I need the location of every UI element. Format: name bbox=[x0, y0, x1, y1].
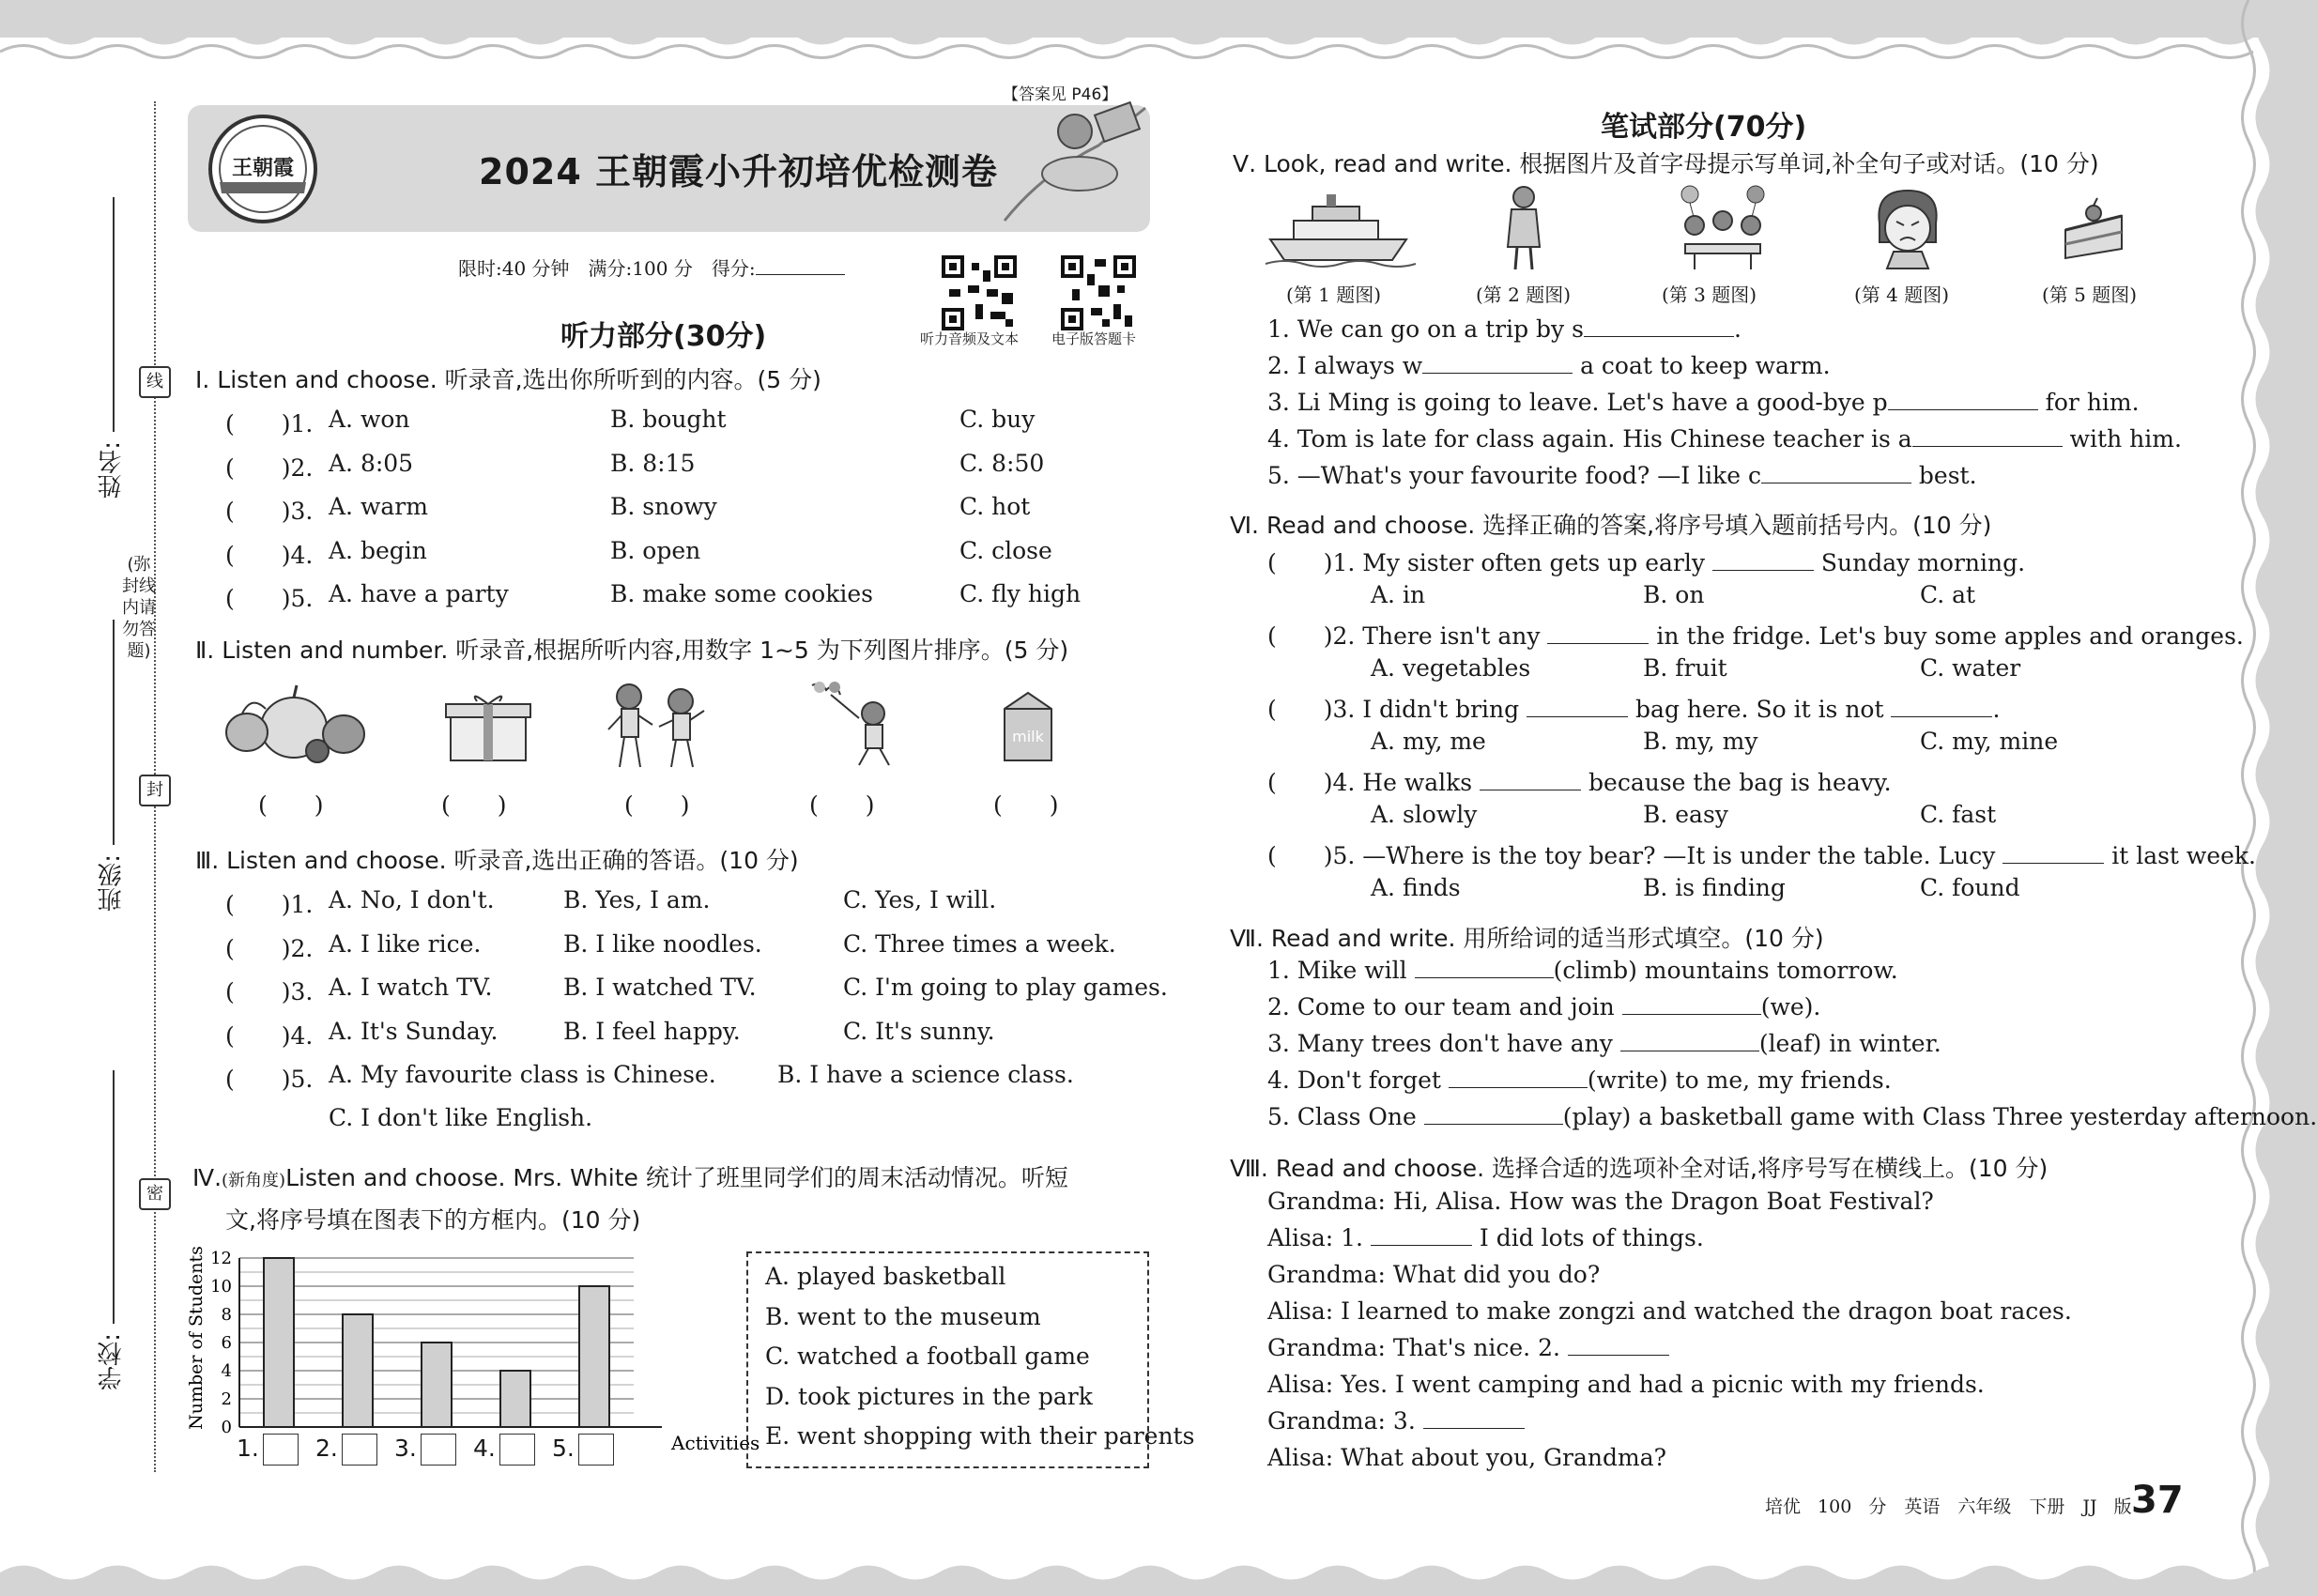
q7-title: Ⅶ. Read and write. 用所给词的适当形式填空。(10 分) bbox=[1230, 925, 1824, 952]
qr-code-audio[interactable] bbox=[942, 255, 1017, 330]
q7-answer-blank[interactable] bbox=[1622, 1014, 1761, 1015]
q2-answer-bracket[interactable]: ( ) bbox=[993, 791, 1059, 819]
children-playing-picture bbox=[601, 678, 714, 772]
q6-stem-text: Sunday morning. bbox=[1813, 549, 2026, 576]
q3-option-a[interactable]: A. I watch TV. bbox=[329, 974, 493, 1001]
q8-line-text: Alisa: I learned to make zongzi and watched the dragon boat races. bbox=[1267, 1297, 2072, 1325]
q6-stem-text: ( )2. There isn't any bbox=[1267, 622, 1548, 650]
q5-item-text-end: best. bbox=[1910, 462, 1977, 489]
q1-item-number[interactable]: ( )4. bbox=[225, 541, 314, 569]
chart-answer-label: 2. bbox=[315, 1435, 338, 1462]
q4-option: D. took pictures in the park bbox=[765, 1382, 1093, 1410]
q6-stem-text: ( )1. My sister often gets up early bbox=[1267, 549, 1712, 576]
q8-dialogue-line bbox=[1267, 1444, 1666, 1471]
chart-answer-box[interactable] bbox=[421, 1434, 456, 1466]
q3-option-b[interactable]: B. Yes, I am. bbox=[563, 886, 711, 913]
q6-stem-text: . bbox=[1992, 696, 2001, 723]
chart-answer-label: 4. bbox=[473, 1435, 496, 1462]
q6-option-a[interactable]: A. my, me bbox=[1371, 728, 1486, 755]
q6-option-b[interactable]: B. easy bbox=[1643, 801, 1728, 828]
q6-option-c[interactable]: C. my, mine bbox=[1920, 728, 2059, 755]
chart-answer-label: 1. bbox=[237, 1435, 259, 1462]
q8-dialogue-line bbox=[1267, 1188, 1934, 1215]
reading-character-illustration bbox=[986, 89, 1155, 230]
chart-y-tick-label: 12 bbox=[210, 1249, 232, 1268]
q6-item-stem[interactable] bbox=[1267, 618, 2244, 652]
q6-stem-text: ( )3. I didn't bring bbox=[1267, 696, 1527, 723]
q8-dialogue-line bbox=[1267, 1371, 1985, 1398]
q5-picture-caption: (第 4 题图) bbox=[1854, 284, 1950, 306]
q6-stem-text: ( )4. He walks bbox=[1267, 769, 1481, 796]
q7-item bbox=[1267, 957, 1898, 984]
q6-title: Ⅵ. Read and choose. 选择正确的答案,将序号填入题前括号内。(10 分) bbox=[1230, 512, 1992, 539]
q6-stem-text: because the bag is heavy. bbox=[1581, 769, 1892, 796]
q3-option-a[interactable]: A. No, I don't. bbox=[329, 886, 495, 913]
q6-option-a[interactable]: A. vegetables bbox=[1371, 654, 1531, 682]
q6-item-stem[interactable] bbox=[1267, 545, 2025, 578]
milk-carton-picture bbox=[990, 685, 1066, 765]
logo-text: 王朝霞 bbox=[231, 157, 295, 180]
q2-answer-bracket[interactable]: ( ) bbox=[441, 791, 507, 819]
q1-item-number[interactable]: ( )1. bbox=[225, 410, 314, 437]
q3-option-a[interactable]: A. I like rice. bbox=[329, 929, 482, 958]
q4-option: B. went to the museum bbox=[765, 1302, 1041, 1330]
wavy-bottom-border bbox=[0, 1540, 2300, 1596]
q2-answer-bracket[interactable]: ( ) bbox=[809, 791, 875, 819]
q1-option-b[interactable]: B. open bbox=[610, 536, 701, 564]
q3-option-a[interactable]: A. It's Sunday. bbox=[329, 1017, 499, 1045]
chart-y-tick-label: 8 bbox=[221, 1305, 232, 1325]
seal-mark-feng: 封 bbox=[139, 775, 171, 806]
q8-dialogue-line bbox=[1267, 1407, 1525, 1435]
q6-option-b[interactable]: B. is finding bbox=[1643, 874, 1786, 901]
q8-answer-blank[interactable] bbox=[1568, 1355, 1669, 1356]
q8-dialogue-line bbox=[1267, 1297, 2072, 1325]
qr-caption-answer-card: 电子版答题卡 bbox=[1051, 330, 1137, 347]
q5-item bbox=[1267, 425, 2182, 453]
school-field[interactable] bbox=[113, 1070, 115, 1324]
q5-picture-caption: (第 3 题图) bbox=[1662, 284, 1757, 306]
q6-item-stem[interactable] bbox=[1267, 837, 2256, 871]
q5-item-text-end: for him. bbox=[2037, 389, 2140, 416]
chart-answer-box[interactable] bbox=[263, 1434, 299, 1466]
party-picture bbox=[1671, 183, 1774, 272]
chart-bar-4 bbox=[500, 1371, 530, 1427]
chart-bar-2 bbox=[343, 1314, 373, 1427]
q6-option-c[interactable]: C. water bbox=[1920, 654, 2021, 682]
q8-line-text: Grandma: That's nice. 2. bbox=[1267, 1334, 1568, 1361]
q7-answer-blank[interactable] bbox=[1424, 1124, 1563, 1125]
q7-answer-blank[interactable] bbox=[1449, 1087, 1588, 1088]
chart-y-tick-label: 4 bbox=[221, 1361, 232, 1381]
q1-option-c[interactable]: C. hot bbox=[959, 493, 1031, 520]
q5-picture-caption: (第 1 题图) bbox=[1286, 284, 1382, 306]
q5-item bbox=[1267, 462, 1977, 489]
chart-answer-slot bbox=[394, 1434, 456, 1466]
q1-option-c[interactable]: C. buy bbox=[959, 406, 1036, 433]
chart-y-tick-label: 0 bbox=[221, 1418, 232, 1437]
q7-item bbox=[1267, 1067, 1892, 1094]
q8-line-text: Grandma: What did you do? bbox=[1267, 1261, 1601, 1288]
q7-item-text: 2. Come to our team and join bbox=[1267, 993, 1622, 1021]
q6-option-c[interactable]: C. found bbox=[1920, 874, 2020, 901]
q1-option-c[interactable]: C. fly high bbox=[959, 580, 1082, 607]
q3-option-c[interactable]: C. Yes, I will. bbox=[843, 886, 997, 913]
q6-answer-blank-2[interactable] bbox=[1891, 716, 1992, 717]
q7-item bbox=[1267, 1030, 1941, 1057]
wavy-top-border bbox=[0, 0, 2300, 84]
cake-picture bbox=[2056, 192, 2131, 263]
girl-in-coat-picture bbox=[1500, 183, 1547, 272]
q4-option: A. played basketball bbox=[765, 1263, 1006, 1290]
q6-answer-blank[interactable] bbox=[1712, 570, 1814, 571]
q7-item-text-end: (climb) mountains tomorrow. bbox=[1553, 957, 1898, 984]
chart-answer-slot bbox=[237, 1434, 299, 1466]
q8-answer-blank[interactable] bbox=[1371, 1245, 1472, 1246]
q5-item-text: 4. Tom is late for class again. His Chinese teacher is a bbox=[1267, 425, 1912, 453]
q7-item-text: 1. Mike will bbox=[1267, 957, 1415, 984]
q3-option-c[interactable]: C. It's sunny. bbox=[843, 1017, 995, 1045]
school-label: 学校: bbox=[98, 1333, 126, 1390]
exam-limits: 限时:40 分钟 满分:100 分 得分: bbox=[458, 253, 845, 281]
q6-item-stem[interactable] bbox=[1267, 764, 1892, 798]
q6-option-a[interactable]: A. finds bbox=[1371, 874, 1461, 901]
wavy-right-border bbox=[2216, 0, 2300, 1596]
q7-item-text-end: (we). bbox=[1760, 993, 1821, 1021]
name-label: 姓名: bbox=[98, 441, 126, 499]
svg-text:milk: milk bbox=[1012, 728, 1044, 745]
seal-mark-mi: 密 bbox=[139, 1178, 171, 1210]
q8-dialogue-line bbox=[1267, 1224, 1704, 1251]
q4-title: Ⅳ.(新角度)Listen and choose. Mrs. White 统计了班里同学们的周末活动情况。听短 bbox=[192, 1164, 1068, 1191]
q6-option-b[interactable]: B. on bbox=[1643, 581, 1705, 608]
q5-item bbox=[1267, 315, 1742, 343]
q7-item-text: 4. Don't forget bbox=[1267, 1067, 1449, 1094]
q8-line-text: Alisa: 1. bbox=[1267, 1224, 1371, 1251]
q1-option-a[interactable]: A. warm bbox=[329, 493, 428, 520]
class-field[interactable] bbox=[113, 620, 115, 845]
q7-item-text-end: (play) a basketball game with Class Three yesterday afternoon. bbox=[1562, 1103, 2317, 1130]
seal-note: (弥封线内请勿答题) bbox=[122, 555, 156, 661]
q6-option-b[interactable]: B. fruit bbox=[1643, 654, 1727, 682]
q1-item-number[interactable]: ( )5. bbox=[225, 585, 314, 612]
boy-with-flowers-picture bbox=[803, 676, 906, 770]
q3-title: Ⅲ. Listen and choose. 听录音,选出正确的答语。(10 分) bbox=[195, 847, 799, 874]
q6-stem-text: bag here. So it is not bbox=[1628, 696, 1892, 723]
chart-x-label: Activities bbox=[671, 1432, 760, 1454]
chart-bar-1 bbox=[264, 1258, 294, 1427]
q1-item-number[interactable]: ( )3. bbox=[225, 498, 314, 525]
q5-answer-blank[interactable] bbox=[1422, 373, 1573, 374]
chart-answer-box[interactable] bbox=[342, 1434, 377, 1466]
chart-answer-slot bbox=[473, 1434, 535, 1466]
q3-option-b[interactable]: B. I have a science class. bbox=[777, 1061, 1074, 1088]
q2-answer-bracket[interactable]: ( ) bbox=[258, 791, 324, 819]
q3-option-b[interactable]: B. I watched TV. bbox=[563, 974, 757, 1001]
answer-reference: 【答案见 P46】 bbox=[1003, 85, 1118, 104]
new-angle-tag: (新角度) bbox=[222, 1171, 286, 1190]
q5-item-text-end: . bbox=[1733, 315, 1742, 343]
publisher-logo bbox=[207, 113, 319, 225]
q3-item-number[interactable]: ( )2. bbox=[225, 934, 314, 962]
q3-item-number[interactable]: ( )4. bbox=[225, 1021, 314, 1050]
qr-caption-audio: 听力音频及文本 bbox=[920, 330, 1020, 347]
q1-option-c[interactable]: C. close bbox=[959, 536, 1052, 564]
q1-option-b[interactable]: B. 8:15 bbox=[610, 449, 696, 477]
q8-dialogue-line bbox=[1267, 1334, 1669, 1361]
q5-item-text: 3. Li Ming is going to leave. Let's have a good-bye p bbox=[1267, 389, 1888, 416]
q1-option-b[interactable]: B. snowy bbox=[610, 493, 717, 520]
q3-item-number[interactable]: ( )1. bbox=[225, 891, 314, 918]
q6-option-a[interactable]: A. slowly bbox=[1371, 801, 1478, 828]
chart-bar-3 bbox=[422, 1343, 452, 1427]
chart-answer-label: 3. bbox=[394, 1435, 417, 1462]
chart-y-tick-label: 10 bbox=[210, 1277, 232, 1297]
q7-item-text: 5. Class One bbox=[1267, 1103, 1424, 1130]
q3-option-a[interactable]: A. My favourite class is Chinese. bbox=[329, 1061, 716, 1088]
q7-item-text-end: (leaf) in winter. bbox=[1758, 1030, 1941, 1057]
q8-line-text: Grandma: 3. bbox=[1267, 1407, 1423, 1435]
chart-answer-slot bbox=[315, 1434, 377, 1466]
ship-picture bbox=[1266, 192, 1416, 268]
qr-code-answer-card[interactable] bbox=[1061, 255, 1136, 330]
q3-option-c[interactable]: C. I'm going to play games. bbox=[843, 974, 1168, 1001]
q8-line-text: Grandma: Hi, Alisa. How was the Dragon Boat Festival? bbox=[1267, 1188, 1934, 1215]
q8-line-text-end: I did lots of things. bbox=[1471, 1224, 1704, 1251]
q3-option-b[interactable]: B. I like noodles. bbox=[563, 929, 762, 958]
q5-title: Ⅴ. Look, read and write. 根据图片及首字母提示写单词,补全句子或对话。(10 分) bbox=[1233, 150, 2099, 177]
q8-title: Ⅷ. Read and choose. 选择合适的选项补全对话,将序号写在横线上。(10 分) bbox=[1230, 1155, 2048, 1182]
q1-option-a[interactable]: A. begin bbox=[329, 536, 427, 564]
score-field[interactable] bbox=[756, 274, 845, 275]
q5-item-text: 5. —What's your favourite food? —I like c bbox=[1267, 462, 1761, 489]
chart-answer-box[interactable] bbox=[499, 1434, 535, 1466]
vegetables-picture bbox=[223, 676, 369, 765]
angry-teacher-picture bbox=[1870, 186, 1945, 270]
writing-heading: 笔试部分(70分) bbox=[1601, 111, 1807, 144]
q1-option-a[interactable]: A. won bbox=[329, 406, 410, 433]
q1-option-a[interactable]: A. have a party bbox=[329, 580, 509, 607]
q1-title: Ⅰ. Listen and choose. 听录音,选出你所听到的内容。(5 分) bbox=[195, 366, 821, 393]
q7-item-text-end: (write) to me, my friends. bbox=[1587, 1067, 1892, 1094]
chart-y-label: Number of Students bbox=[186, 1246, 207, 1430]
chart-answer-label: 5. bbox=[552, 1435, 575, 1462]
q4-option: C. watched a football game bbox=[765, 1343, 1090, 1370]
q6-option-a[interactable]: A. in bbox=[1371, 581, 1426, 608]
q6-stem-text: it last week. bbox=[2104, 842, 2257, 869]
q3-option-c[interactable]: C. I don't like English. bbox=[329, 1104, 593, 1131]
q5-item-text-end: a coat to keep warm. bbox=[1573, 352, 1831, 379]
footer-info: 培优 100 分 英语 六年级 下册 JJ 版 bbox=[1765, 1496, 2132, 1517]
q6-option-b[interactable]: B. my, my bbox=[1643, 728, 1758, 755]
chart-y-tick-label: 2 bbox=[221, 1389, 232, 1409]
q2-answer-bracket[interactable]: ( ) bbox=[624, 791, 690, 819]
q1-option-a[interactable]: A. 8:05 bbox=[329, 449, 414, 477]
seal-mark-xian: 线 bbox=[139, 366, 171, 398]
q8-answer-blank[interactable] bbox=[1423, 1428, 1525, 1429]
chart-answer-slot bbox=[552, 1434, 614, 1466]
q8-dialogue-line bbox=[1267, 1261, 1600, 1288]
q7-item-text: 3. Many trees don't have any bbox=[1267, 1030, 1620, 1057]
q6-option-c[interactable]: C. at bbox=[1920, 581, 1976, 608]
q5-item bbox=[1267, 352, 1831, 379]
chart-answer-box[interactable] bbox=[578, 1434, 614, 1466]
q5-item-text: 2. I always w bbox=[1267, 352, 1423, 379]
q4-title-line2: 文,将序号填在图表下的方框内。(10 分) bbox=[225, 1206, 641, 1234]
q8-line-text: Alisa: Yes. I went camping and had a picnic with my friends. bbox=[1267, 1371, 1985, 1398]
q8-line-text: Alisa: What about you, Grandma? bbox=[1267, 1444, 1667, 1471]
q5-item-text: 1. We can go on a trip by s bbox=[1267, 315, 1584, 343]
listening-heading: 听力部分(30分) bbox=[560, 320, 767, 353]
q6-stem-text: ( )5. —Where is the toy bear? —It is under the table. Lucy bbox=[1267, 842, 2003, 869]
q1-item-number[interactable]: ( )2. bbox=[225, 453, 314, 482]
class-label: 班级: bbox=[98, 854, 126, 912]
q6-option-c[interactable]: C. fast bbox=[1920, 801, 1997, 828]
q1-option-b[interactable]: B. bought bbox=[610, 406, 727, 433]
q4-option: E. went shopping with their parents bbox=[765, 1422, 1195, 1450]
exam-title: 2024 王朝霞小升初培优检测卷 bbox=[479, 151, 998, 192]
name-field[interactable] bbox=[113, 197, 115, 432]
q5-answer-blank[interactable] bbox=[1584, 336, 1734, 337]
q3-option-c[interactable]: C. Three times a week. bbox=[843, 929, 1116, 958]
q6-answer-blank[interactable] bbox=[1547, 643, 1649, 644]
q2-title: Ⅱ. Listen and number. 听录音,根据所听内容,用数字 1~5 为下列图片排序。(5 分) bbox=[195, 637, 1069, 664]
q7-item bbox=[1267, 993, 1820, 1021]
q1-option-c[interactable]: C. 8:50 bbox=[959, 449, 1045, 477]
q1-option-b[interactable]: B. make some cookies bbox=[610, 580, 873, 607]
page-number: 37 bbox=[2131, 1479, 2184, 1522]
q5-item-text-end: with him. bbox=[2062, 425, 2182, 453]
chart-y-tick-label: 6 bbox=[221, 1333, 232, 1353]
chart-bar-5 bbox=[579, 1286, 609, 1427]
q6-stem-text: in the fridge. Let's buy some apples and oranges. bbox=[1649, 622, 2244, 650]
q7-answer-blank[interactable] bbox=[1415, 977, 1554, 978]
q5-answer-blank[interactable] bbox=[1912, 446, 2063, 447]
q6-item-stem[interactable] bbox=[1267, 691, 2000, 725]
gift-box-picture bbox=[441, 690, 535, 765]
q3-item-number[interactable]: ( )5. bbox=[225, 1066, 314, 1093]
q6-answer-blank[interactable] bbox=[1527, 716, 1628, 717]
q5-item bbox=[1267, 389, 2140, 416]
q7-item bbox=[1267, 1103, 2317, 1130]
q5-picture-caption: (第 2 题图) bbox=[1476, 284, 1572, 306]
q5-picture-caption: (第 5 题图) bbox=[2042, 284, 2138, 306]
q3-item-number[interactable]: ( )3. bbox=[225, 978, 314, 1005]
q5-answer-blank[interactable] bbox=[1888, 409, 2038, 410]
q6-answer-blank[interactable] bbox=[2002, 863, 2104, 864]
q3-option-b[interactable]: B. I feel happy. bbox=[563, 1017, 741, 1045]
